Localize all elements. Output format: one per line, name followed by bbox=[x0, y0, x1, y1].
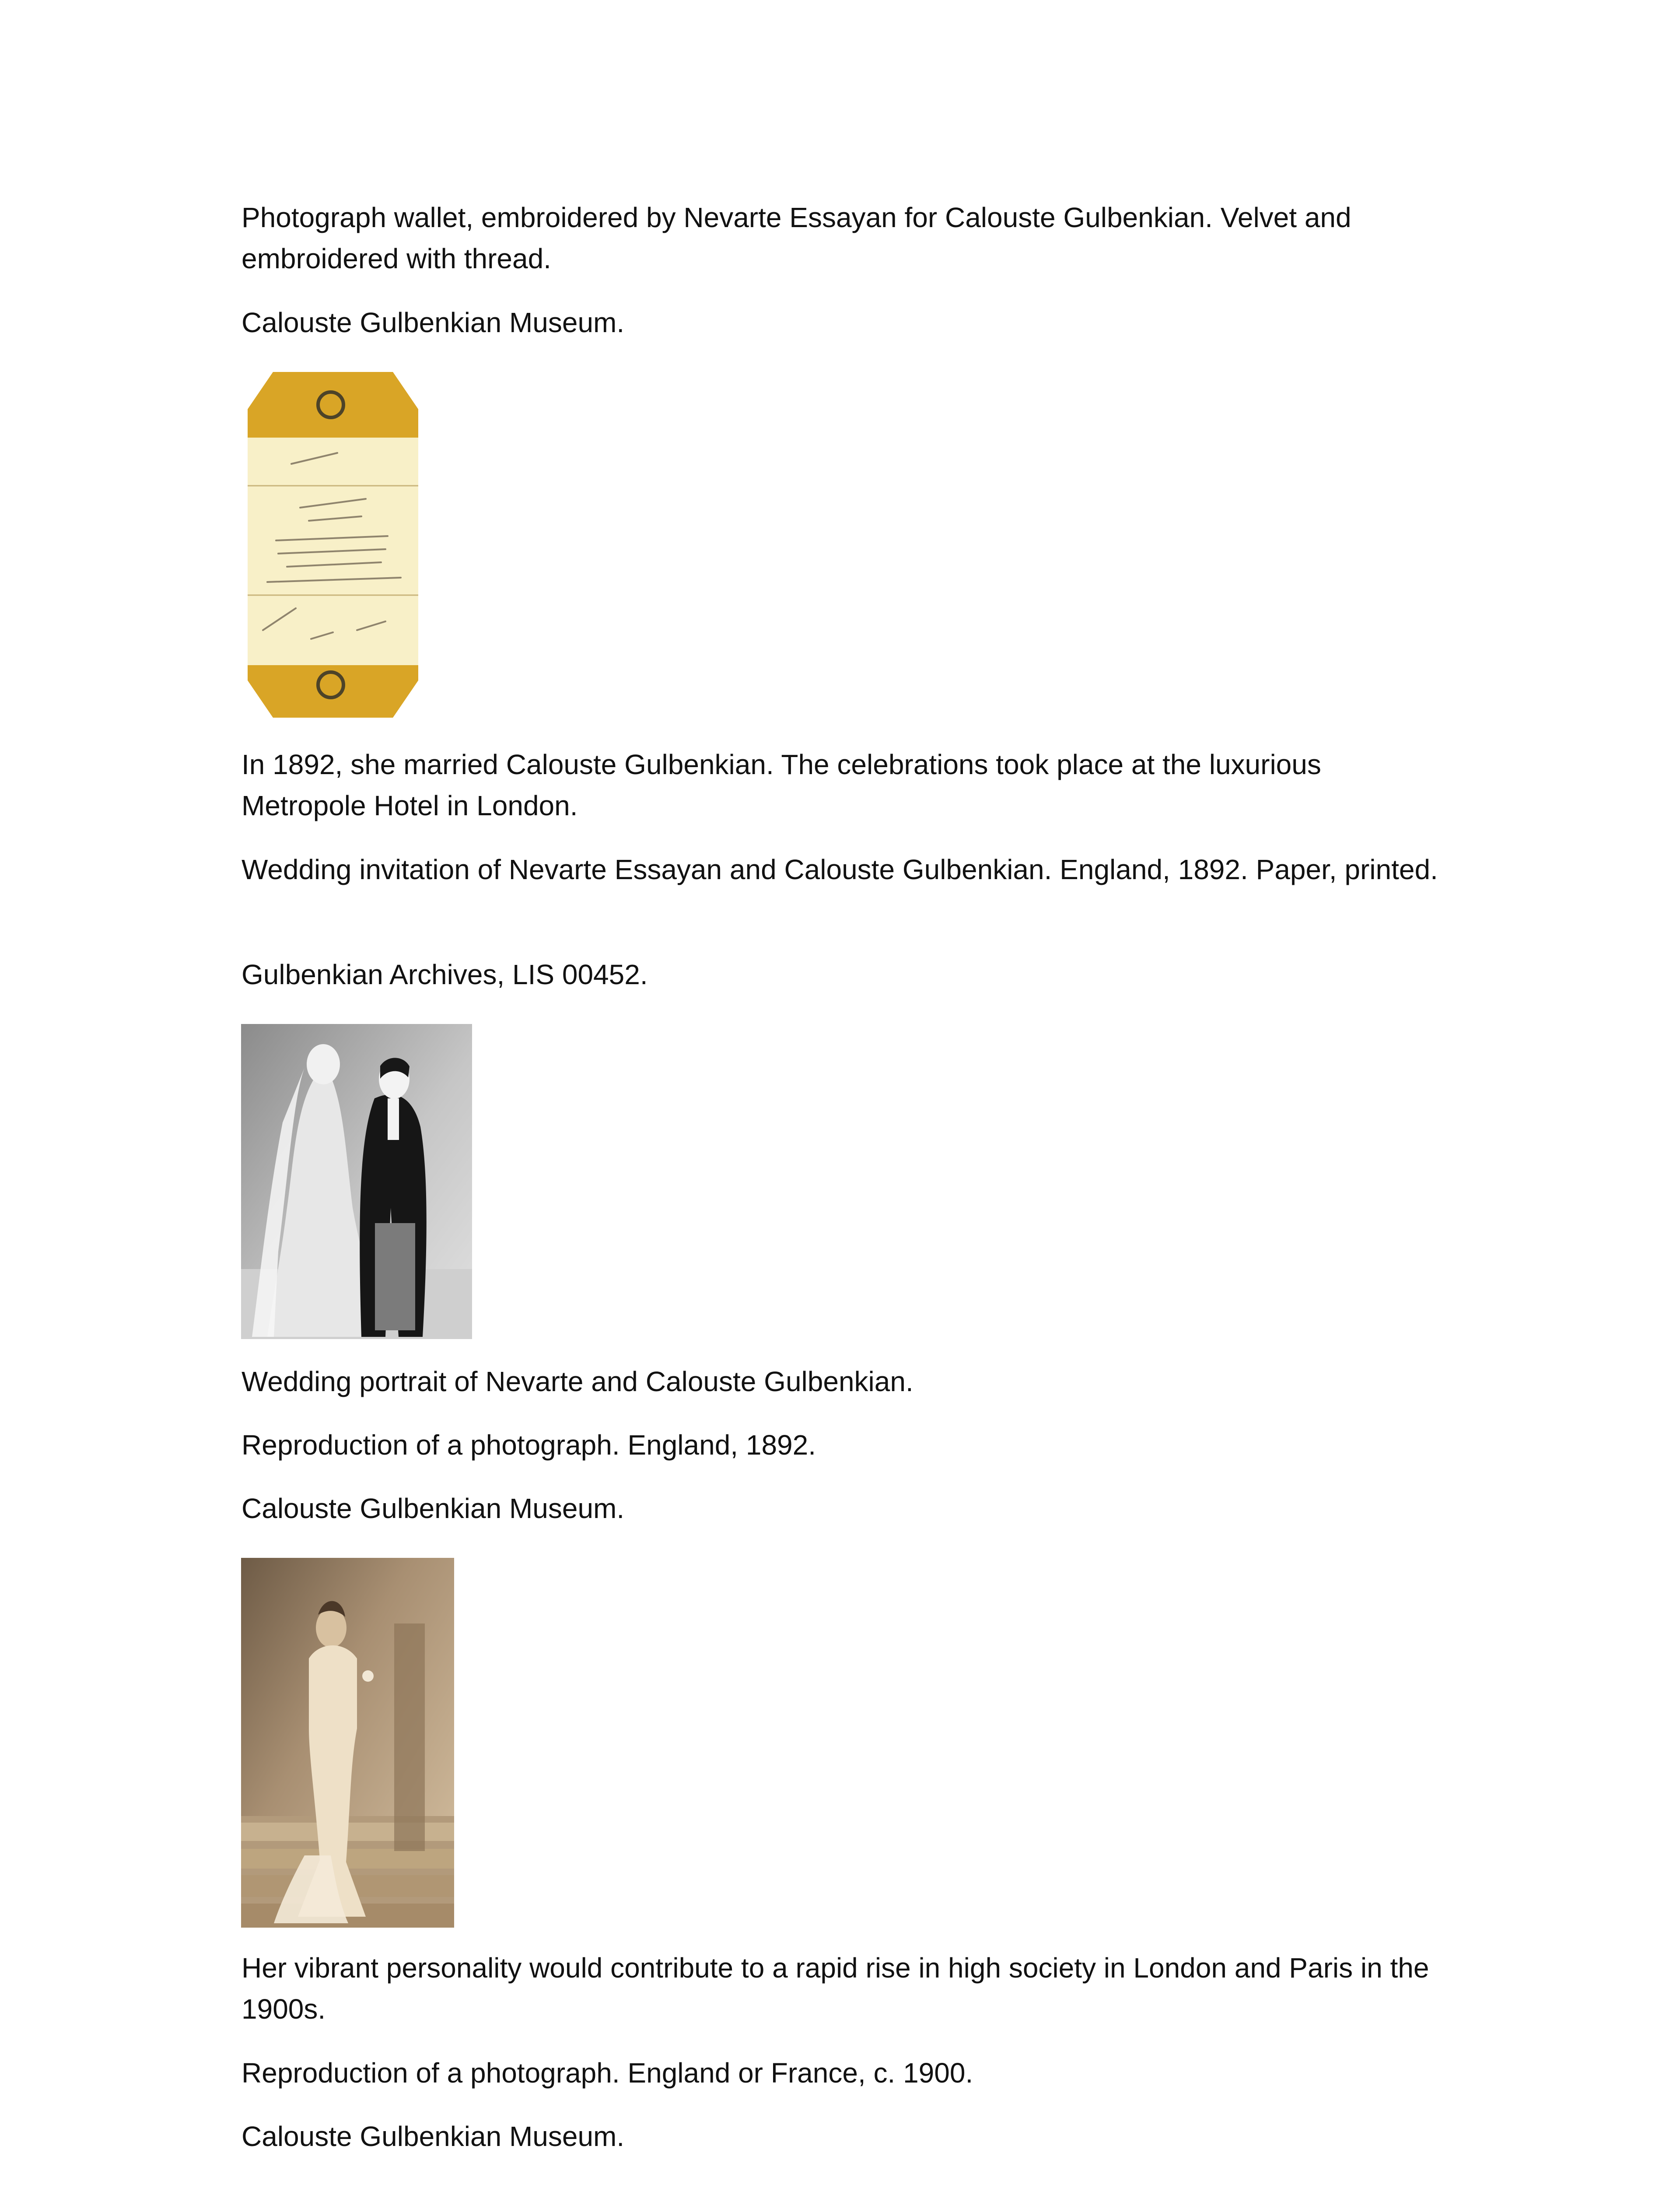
standing-portrait-photo bbox=[241, 1558, 454, 1928]
paragraph-wedding-portrait-caption: Wedding portrait of Nevarte and Calouste Gulbenkian. bbox=[242, 1366, 914, 1397]
paragraph-archives-credit: Gulbenkian Archives, LIS 00452. bbox=[242, 959, 648, 990]
standing-portrait-illustration bbox=[241, 1558, 454, 1928]
paragraph-museum-credit-3: Calouste Gulbenkian Museum. bbox=[242, 2121, 625, 2152]
paragraph-marriage: In 1892, she married Calouste Gulbenkian. The celebrations took place at the luxurious Metropole Hotel in London. bbox=[242, 749, 1321, 821]
wedding-portrait-illustration bbox=[241, 1024, 472, 1339]
paragraph-wedding-invitation-caption: Wedding invitation of Nevarte Essayan and Calouste Gulbenkian. England, 1892. Paper, printed. bbox=[242, 854, 1438, 885]
paragraph-high-society: Her vibrant personality would contribute to a rapid rise in high society in London and Paris in the 1900s. bbox=[242, 1952, 1429, 2025]
wedding-portrait-photo bbox=[241, 1024, 472, 1339]
paragraph-photograph-wallet: Photograph wallet, embroidered by Nevarte Essayan for Calouste Gulbenkian. Velvet and embroidered with thread. bbox=[242, 202, 1351, 274]
paragraph-museum-credit-2: Calouste Gulbenkian Museum. bbox=[242, 1493, 625, 1524]
paragraph-museum-credit-1: Calouste Gulbenkian Museum. bbox=[242, 307, 625, 338]
wedding-invitation-image bbox=[248, 372, 418, 718]
wedding-invitation-illustration bbox=[248, 372, 418, 718]
paragraph-reproduction-1900: Reproduction of a photograph. England or France, c. 1900. bbox=[242, 2057, 973, 2089]
paragraph-reproduction-1892: Reproduction of a photograph. England, 1892. bbox=[242, 1429, 816, 1461]
